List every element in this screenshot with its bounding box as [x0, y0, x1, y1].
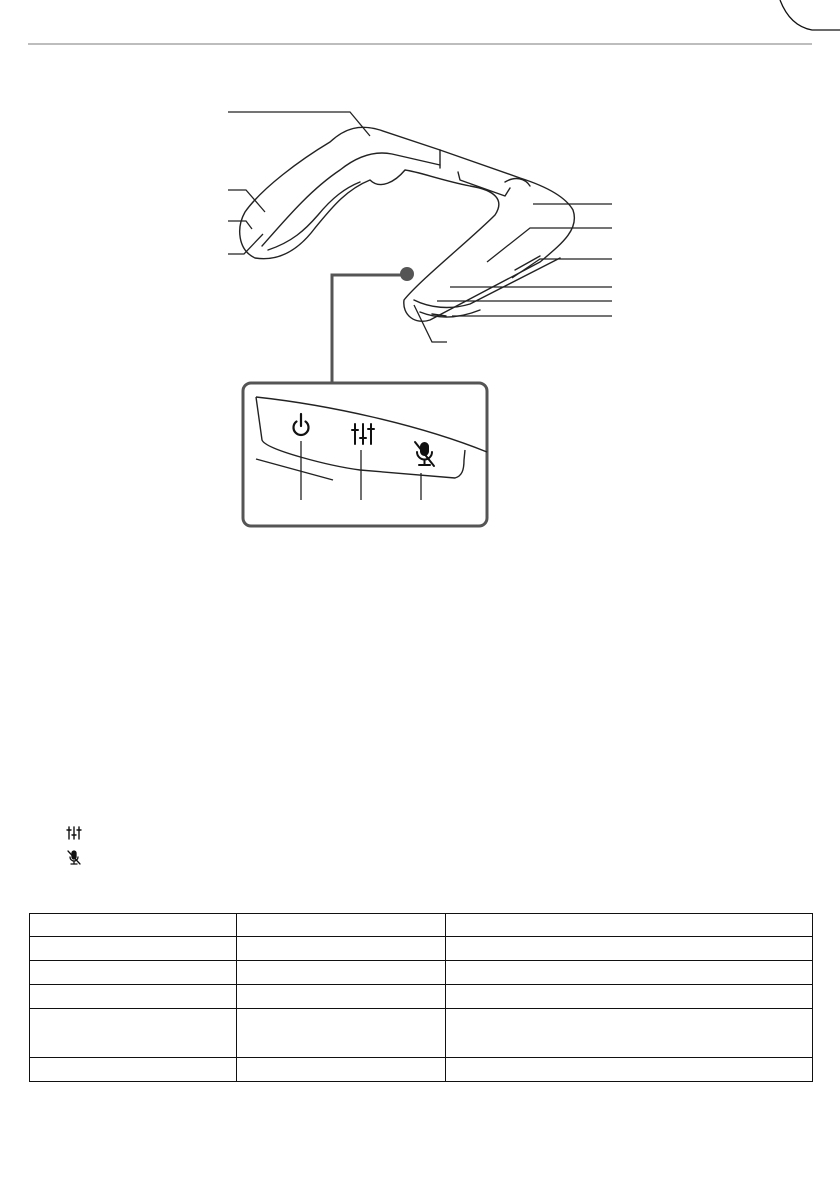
- neckband-speaker-diagram: [0, 0, 840, 540]
- table-cell: [237, 1058, 446, 1082]
- left-arm-outline: [240, 127, 575, 321]
- table-row: [30, 937, 813, 961]
- table-cell: [30, 937, 237, 961]
- table-header-cell: [237, 914, 446, 937]
- table-cell: [446, 937, 813, 961]
- table-row: [30, 985, 813, 1009]
- table-cell: [446, 961, 813, 985]
- table-header-cell: [30, 914, 237, 937]
- table-cell: [237, 937, 446, 961]
- table-cell: [30, 1058, 237, 1082]
- table-cell: [446, 985, 813, 1009]
- button-detail-box: [243, 383, 487, 526]
- table-cell: [237, 985, 446, 1009]
- equalizer-icon: [352, 424, 374, 444]
- table-cell: [30, 985, 237, 1009]
- table-cell: [446, 1009, 813, 1058]
- table-row: [30, 1058, 813, 1082]
- table-row: [30, 1009, 813, 1058]
- legend-mic-mute-icon: [66, 850, 82, 865]
- table-cell: [237, 961, 446, 985]
- table-header-cell: [446, 914, 813, 937]
- table-header-row: [30, 914, 813, 937]
- table-row: [30, 961, 813, 985]
- table-cell: [30, 961, 237, 985]
- table-cell: [30, 1009, 237, 1058]
- button-location-marker: [400, 267, 414, 281]
- spec-table: [29, 913, 813, 1082]
- legend-equalizer-icon: [66, 826, 82, 840]
- table-cell: [237, 1009, 446, 1058]
- table-cell: [446, 1058, 813, 1082]
